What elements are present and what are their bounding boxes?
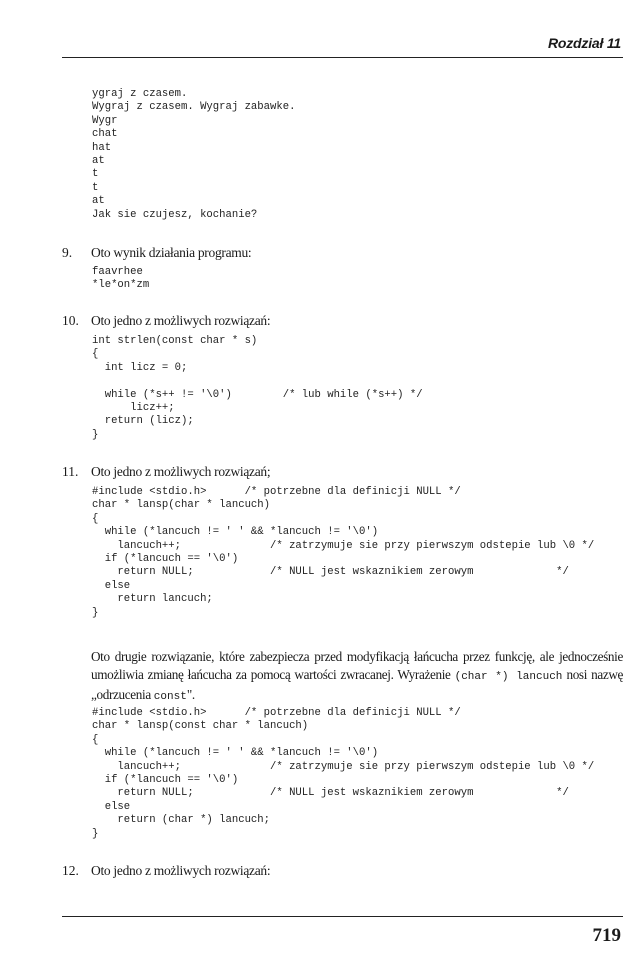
page-number: 719 — [592, 925, 621, 946]
program-output-code-9: faavrhee *le*on*zm — [92, 266, 150, 292]
code-block-lansp-1: #include <stdio.h> /* potrzebne dla definicji NULL */ char * lansp(char * lancuch) { while (*lancuch != ' ' && *lancuch != '\0') lancuch++; /* zatrzymuje sie przy pierwszym odstepie lub \0 */ if (*lancuch == '\0') return NULL; /* NULL jest wskaznikiem zerowym */ else return lancuch; } — [92, 486, 595, 619]
item-number-9: 9. — [62, 245, 73, 260]
paragraph-text-2: nosi nazwę „odrzucenia — [91, 666, 624, 703]
item-number-12: 12. — [62, 863, 79, 878]
paragraph-code-cast: (char *) lancuch — [454, 670, 563, 683]
item-number-10: 10. — [62, 313, 79, 328]
paragraph-text-3: ". — [186, 687, 195, 703]
item-text-11: Oto jedno z możliwych rozwiązań; — [91, 464, 271, 479]
footer-rule — [62, 916, 623, 917]
program-output-block: ygraj z czasem. Wygraj z czasem. Wygraj zabawke. Wygr chat hat at t t at Jak sie czujesz, kochanie? — [92, 88, 296, 221]
code-block-lansp-2: #include <stdio.h> /* potrzebne dla definicji NULL */ char * lansp(const char * lancuch) { while (*lancuch != ' ' && *lancuch != '\0') lancuch++; /* zatrzymuje sie przy pierwszym odstepie lub \0 */ if (*lancuch == '\0') return NULL; /* NULL jest wskaznikiem zerowym */ else return (char *) lancuch; } — [92, 707, 595, 840]
paragraph-code-const: const — [153, 691, 187, 704]
item-text-9: Oto wynik działania programu: — [91, 245, 252, 260]
header-rule — [62, 57, 623, 58]
paragraph-text-1: Oto drugie rozwiązanie, które zabezpiecza przed modyfikacją łańcucha przez funkcję, ale jednocześnie umożliwia zmianę łańcucha za pomocą wartości zwracanej. Wyrażenie — [91, 649, 623, 682]
code-block-strlen: int strlen(const char * s) { int licz = 0; while (*s++ != '\0') /* lub while (*s++) */ licz++; return (licz); } — [92, 335, 423, 441]
paragraph-const-cast — [91, 648, 623, 707]
page-header-title: Rozdział 11 — [547, 35, 621, 51]
item-number-11: 11. — [62, 464, 79, 479]
item-text-10: Oto jedno z możliwych rozwiązań: — [91, 313, 271, 328]
item-text-12: Oto jedno z możliwych rozwiązań: — [91, 863, 271, 878]
